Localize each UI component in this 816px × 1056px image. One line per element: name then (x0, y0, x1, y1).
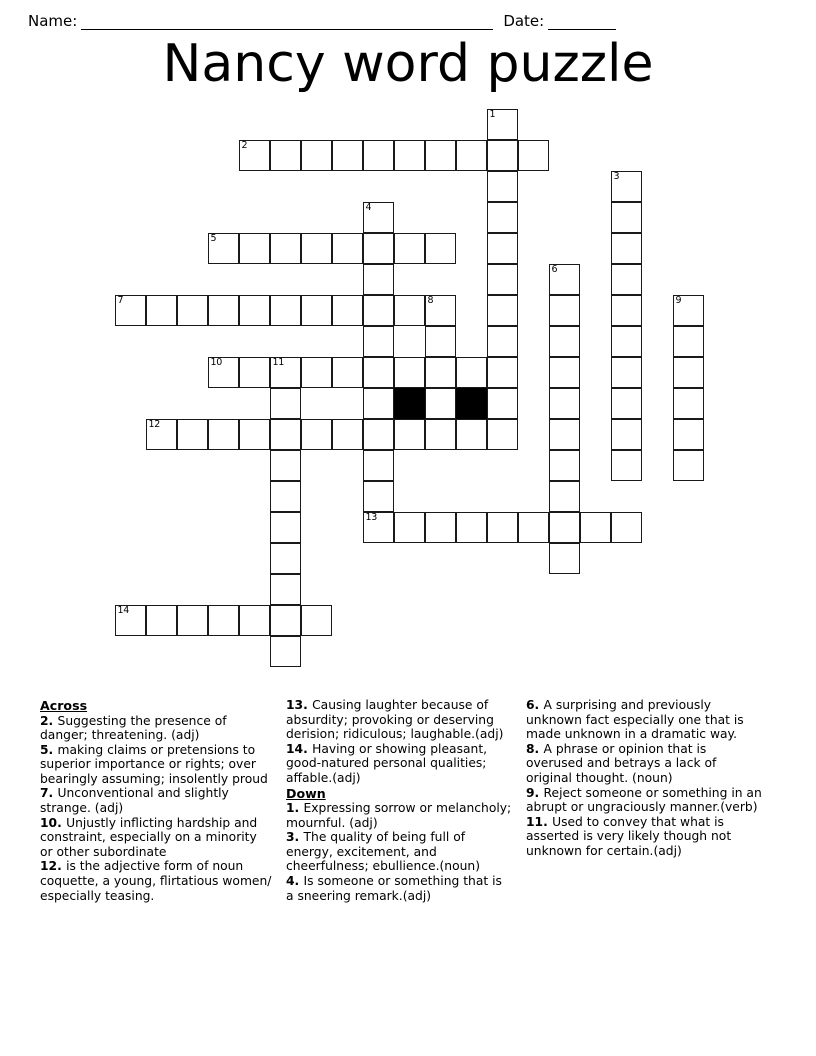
grid-cell[interactable] (115, 605, 146, 636)
grid-cell-number: 13 (365, 512, 377, 523)
clue-number: 7. (40, 786, 58, 801)
grid-cell[interactable] (270, 481, 301, 512)
grid-cell[interactable] (611, 419, 642, 450)
grid-cell[interactable] (146, 605, 177, 636)
grid-cell[interactable] (270, 388, 301, 419)
clue-column-3 (526, 698, 776, 903)
grid-cell[interactable] (611, 357, 642, 388)
grid-cell-number: 8 (427, 295, 434, 306)
grid-cell-number: 12 (148, 419, 160, 430)
grid-cell[interactable] (363, 419, 394, 450)
grid-cell[interactable] (673, 450, 704, 481)
grid-cell[interactable] (363, 357, 394, 388)
clue-across-7 (40, 786, 272, 815)
grid-cell[interactable] (611, 295, 642, 326)
grid-cell-number: 2 (241, 140, 248, 151)
grid-cell[interactable] (549, 450, 580, 481)
grid-cell-number: 5 (210, 233, 217, 244)
grid-cell[interactable] (611, 326, 642, 357)
grid-cell[interactable] (487, 140, 518, 171)
clue-text: The quality of being full of energy, excitement, and cheerfulness; ebullience.(noun) (286, 830, 481, 874)
grid-cell[interactable] (146, 295, 177, 326)
clue-number: 2. (40, 713, 58, 728)
grid-cell[interactable] (549, 388, 580, 419)
clue-down-3 (286, 830, 512, 874)
grid-cell[interactable] (487, 264, 518, 295)
grid-cell[interactable] (549, 481, 580, 512)
grid-cell[interactable] (487, 388, 518, 419)
grid-cell[interactable] (611, 512, 642, 543)
clue-text: Causing laughter because of absurdity; provoking or deserving derision; ridiculous; laughable.(adj) (286, 698, 504, 742)
grid-cell[interactable] (239, 605, 270, 636)
grid-cell[interactable] (487, 419, 518, 450)
grid-cell[interactable] (394, 357, 425, 388)
grid-cell[interactable] (115, 295, 146, 326)
grid-cell[interactable] (270, 140, 301, 171)
grid-cell[interactable] (270, 295, 301, 326)
clues-section (0, 698, 816, 903)
grid-cell[interactable] (239, 233, 270, 264)
grid-cell[interactable] (270, 605, 301, 636)
grid-cell[interactable] (363, 295, 394, 326)
clue-number: 6. (526, 698, 544, 712)
clue-across-14 (286, 742, 512, 786)
grid-cell[interactable] (208, 233, 239, 264)
grid-cell[interactable] (332, 295, 363, 326)
grid-cell[interactable] (270, 233, 301, 264)
clue-number: 14. (286, 741, 313, 756)
clue-number: 9. (526, 785, 544, 800)
grid-cell[interactable] (177, 295, 208, 326)
grid-cell-blocked (456, 388, 487, 419)
grid-cell[interactable] (239, 140, 270, 171)
grid-cell[interactable] (332, 357, 363, 388)
grid-cell[interactable] (270, 512, 301, 543)
across-heading: Across (40, 698, 88, 713)
clue-across-13 (286, 698, 512, 742)
grid-cell[interactable] (177, 605, 208, 636)
grid-cell[interactable] (239, 295, 270, 326)
grid-cell[interactable] (611, 233, 642, 264)
clue-text: Unconventional and slightly strange. (adj) (40, 786, 229, 816)
clue-text: Used to convey that what is asserted is very likely though not unknown for certain.(adj) (526, 814, 732, 858)
grid-cell[interactable] (270, 450, 301, 481)
grid-cell[interactable] (425, 512, 456, 543)
grid-cell[interactable] (270, 419, 301, 450)
grid-cell[interactable] (611, 388, 642, 419)
clue-text: A phrase or opinion that is overused and betrays a lack of original thought. (noun) (526, 741, 717, 785)
clue-down-8 (526, 742, 762, 786)
grid-cell[interactable] (611, 202, 642, 233)
grid-cell[interactable] (549, 326, 580, 357)
grid-cell[interactable] (332, 140, 363, 171)
name-label: Name: (28, 12, 78, 30)
grid-cell[interactable] (208, 295, 239, 326)
grid-cell[interactable] (146, 419, 177, 450)
grid-cell[interactable] (270, 357, 301, 388)
grid-cell[interactable] (301, 140, 332, 171)
clue-number: 11. (526, 814, 553, 829)
grid-cell[interactable] (425, 419, 456, 450)
grid-cell[interactable] (363, 233, 394, 264)
clue-text: is the adjective form of noun coquette, a young, flirtatious women/ especially teasing. (40, 859, 272, 903)
clue-number: 13. (286, 698, 313, 712)
grid-cell[interactable] (673, 326, 704, 357)
clue-text: making claims or pretensions to superior importance or rights; over bearingly assuming; insolently proud (40, 742, 268, 786)
grid-cell[interactable] (487, 295, 518, 326)
grid-cell[interactable] (456, 419, 487, 450)
grid-cell[interactable] (487, 326, 518, 357)
grid-cell[interactable] (425, 233, 456, 264)
grid-cell[interactable] (456, 140, 487, 171)
grid-cell[interactable] (363, 481, 394, 512)
grid-cell[interactable] (208, 357, 239, 388)
clue-number: 4. (286, 874, 304, 889)
clue-text: Reject someone or something in an abrupt or ungraciously manner.(verb) (526, 785, 762, 815)
grid-cell[interactable] (425, 388, 456, 419)
grid-cell[interactable] (394, 140, 425, 171)
clue-column-1 (40, 698, 286, 903)
grid-cell[interactable] (332, 419, 363, 450)
grid-cell[interactable] (487, 202, 518, 233)
grid-cell[interactable] (425, 357, 456, 388)
page-title: Nancy word puzzle (162, 34, 654, 94)
grid-cell[interactable] (239, 419, 270, 450)
grid-cell-number: 10 (210, 357, 222, 368)
date-label: Date: (503, 12, 545, 30)
grid-cell-number: 7 (117, 295, 124, 306)
grid-cell[interactable] (301, 357, 332, 388)
clue-number: 12. (40, 859, 67, 874)
clue-across-5 (40, 743, 272, 787)
grid-cell[interactable] (456, 512, 487, 543)
grid-cell[interactable] (394, 419, 425, 450)
grid-cell-number: 3 (613, 171, 620, 182)
clue-down-1 (286, 801, 512, 830)
grid-cell[interactable] (363, 326, 394, 357)
clue-text: Suggesting the presence of danger; threatening. (adj) (40, 713, 227, 743)
grid-cell-number: 14 (117, 605, 129, 616)
clue-across-12 (40, 859, 272, 903)
grid-cell[interactable] (394, 512, 425, 543)
grid-cell-number: 4 (365, 202, 372, 213)
grid-cell[interactable] (270, 636, 301, 667)
grid-cell[interactable] (270, 574, 301, 605)
grid-cell-number: 9 (675, 295, 682, 306)
grid-cell[interactable] (301, 233, 332, 264)
grid-cell[interactable] (673, 295, 704, 326)
grid-cell-number: 6 (551, 264, 558, 275)
grid-cell[interactable] (549, 295, 580, 326)
grid-cell[interactable] (673, 388, 704, 419)
clue-number: 1. (286, 801, 304, 816)
grid-cell[interactable] (425, 140, 456, 171)
grid-cell[interactable] (611, 171, 642, 202)
grid-cell[interactable] (549, 264, 580, 295)
grid-cell[interactable] (208, 605, 239, 636)
clue-text: Expressing sorrow or melancholy; mournful. (adj) (286, 801, 512, 830)
grid-cell[interactable] (673, 419, 704, 450)
grid-cell[interactable] (301, 295, 332, 326)
grid-cell[interactable] (332, 233, 363, 264)
grid-cell[interactable] (549, 419, 580, 450)
clue-number: 10. (40, 815, 67, 830)
grid-cell[interactable] (239, 357, 270, 388)
grid-cell[interactable] (363, 450, 394, 481)
clue-down-6 (526, 698, 762, 742)
clue-down-11 (526, 815, 762, 859)
clue-number: 5. (40, 742, 58, 757)
grid-cell[interactable] (487, 171, 518, 202)
clue-text: A surprising and previously unknown fact especially one that is made unknown in a dramatic way. (526, 698, 744, 742)
grid-cell[interactable] (363, 264, 394, 295)
grid-cell[interactable] (611, 450, 642, 481)
grid-cell[interactable] (270, 543, 301, 574)
grid-cell[interactable] (549, 543, 580, 574)
grid-cell[interactable] (549, 357, 580, 388)
grid-cell[interactable] (363, 388, 394, 419)
grid-cell[interactable] (301, 419, 332, 450)
grid-cell[interactable] (177, 419, 208, 450)
clue-text: Having or showing pleasant, good-natured personal qualities; affable.(adj) (286, 741, 488, 785)
grid-cell[interactable] (673, 357, 704, 388)
grid-cell[interactable] (208, 419, 239, 450)
grid-cell[interactable] (363, 202, 394, 233)
grid-cell[interactable] (580, 512, 611, 543)
clue-column-2 (286, 698, 526, 903)
grid-cell[interactable] (301, 605, 332, 636)
clue-across-2 (40, 714, 272, 743)
grid-cell[interactable] (363, 140, 394, 171)
grid-cell[interactable] (518, 512, 549, 543)
grid-cell[interactable] (611, 264, 642, 295)
grid-cell-blocked (394, 388, 425, 419)
clue-text: Unjustly inflicting hardship and constraint, especially on a minority or other subordinate (40, 815, 258, 859)
clue-number: 3. (286, 830, 304, 845)
grid-cell[interactable] (425, 295, 456, 326)
clue-down-9 (526, 786, 762, 815)
grid-cell[interactable] (425, 326, 456, 357)
grid-cell-number: 11 (272, 357, 284, 368)
clue-text: Is someone or something that is a sneering remark.(adj) (286, 874, 502, 903)
clue-number: 8. (526, 741, 544, 756)
grid-cell[interactable] (394, 295, 425, 326)
grid-cell-number: 1 (489, 109, 496, 120)
clue-across-10 (40, 816, 272, 860)
grid-cell[interactable] (487, 357, 518, 388)
grid-cell[interactable] (363, 512, 394, 543)
grid-cell[interactable] (394, 233, 425, 264)
grid-cell[interactable] (487, 512, 518, 543)
grid-cell[interactable] (487, 233, 518, 264)
grid-cell[interactable] (518, 140, 549, 171)
grid-cell[interactable] (456, 357, 487, 388)
clue-down-4 (286, 874, 512, 903)
grid-cell[interactable] (549, 512, 580, 543)
grid-cell[interactable] (487, 109, 518, 140)
down-heading: Down (286, 785, 326, 801)
